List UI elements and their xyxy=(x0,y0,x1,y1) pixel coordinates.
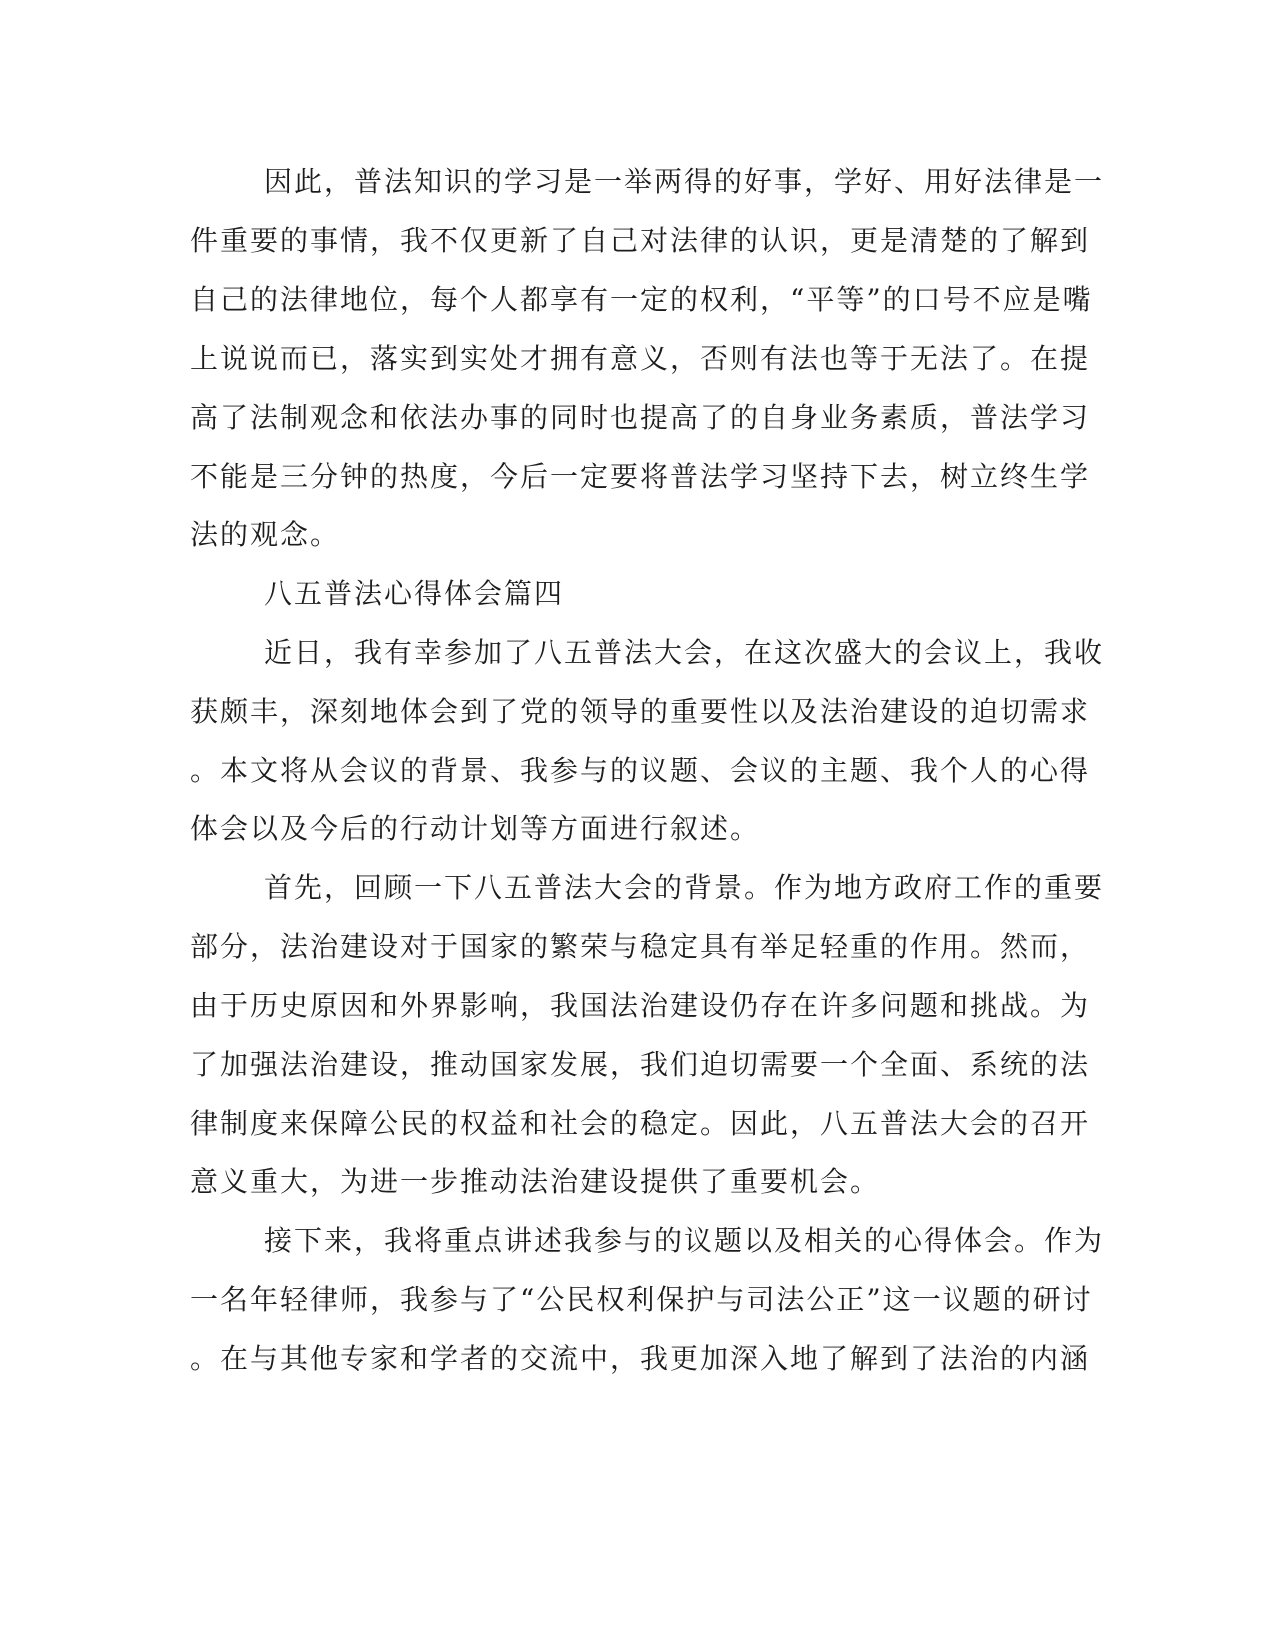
paragraph-line: 上说说而已，落实到实处才拥有意义，否则有法也等于无法了。在提 xyxy=(190,342,1091,375)
paragraph-line: 意义重大，为进一步推动法治建设提供了重要机会。 xyxy=(190,1165,881,1198)
paragraph-line: 高了法制观念和依法办事的同时也提高了的自身业务素质，普法学习 xyxy=(190,401,1091,434)
paragraph-line: 不能是三分钟的热度，今后一定要将普法学习坚持下去，树立终生学 xyxy=(190,460,1091,493)
paragraph-line: 由于历史原因和外界影响，我国法治建设仍存在许多问题和挑战。为 xyxy=(190,989,1091,1022)
paragraph-line: 因此，普法知识的学习是一举两得的好事，学好、用好法律是一 xyxy=(264,165,1105,198)
paragraph-line: 律制度来保障公民的权益和社会的稳定。因此，八五普法大会的召开 xyxy=(190,1107,1091,1140)
paragraph-line: 近日，我有幸参加了八五普法大会，在这次盛大的会议上，我收 xyxy=(264,636,1105,669)
paragraph-line: 首先，回顾一下八五普法大会的背景。作为地方政府工作的重要 xyxy=(264,871,1105,904)
paragraph-line: 一名年轻律师，我参与了“公民权利保护与司法公正”这一议题的研讨 xyxy=(190,1283,1093,1316)
paragraph-line: 。本文将从会议的背景、我参与的议题、会议的主题、我个人的心得 xyxy=(190,754,1091,787)
paragraph-line: 部分，法治建设对于国家的繁荣与稳定具有举足轻重的作用。然而， xyxy=(190,930,1091,963)
paragraph-line: 获颇丰，深刻地体会到了党的领导的重要性以及法治建设的迫切需求 xyxy=(190,695,1091,728)
paragraph-line: 自己的法律地位，每个人都享有一定的权利，“平等”的口号不应是嘴 xyxy=(190,283,1093,316)
section-heading: 八五普法心得体会篇四 xyxy=(264,577,565,610)
paragraph-line: 件重要的事情，我不仅更新了自己对法律的认识，更是清楚的了解到 xyxy=(190,224,1091,257)
paragraph-line: 了加强法治建设，推动国家发展，我们迫切需要一个全面、系统的法 xyxy=(190,1048,1091,1081)
paragraph-line: 。在与其他专家和学者的交流中，我更加深入地了解到了法治的内涵 xyxy=(190,1342,1091,1375)
paragraph-line: 接下来，我将重点讲述我参与的议题以及相关的心得体会。作为 xyxy=(264,1224,1105,1257)
paragraph-line: 法的观念。 xyxy=(190,518,341,551)
paragraph-line: 体会以及今后的行动计划等方面进行叙述。 xyxy=(190,812,761,845)
